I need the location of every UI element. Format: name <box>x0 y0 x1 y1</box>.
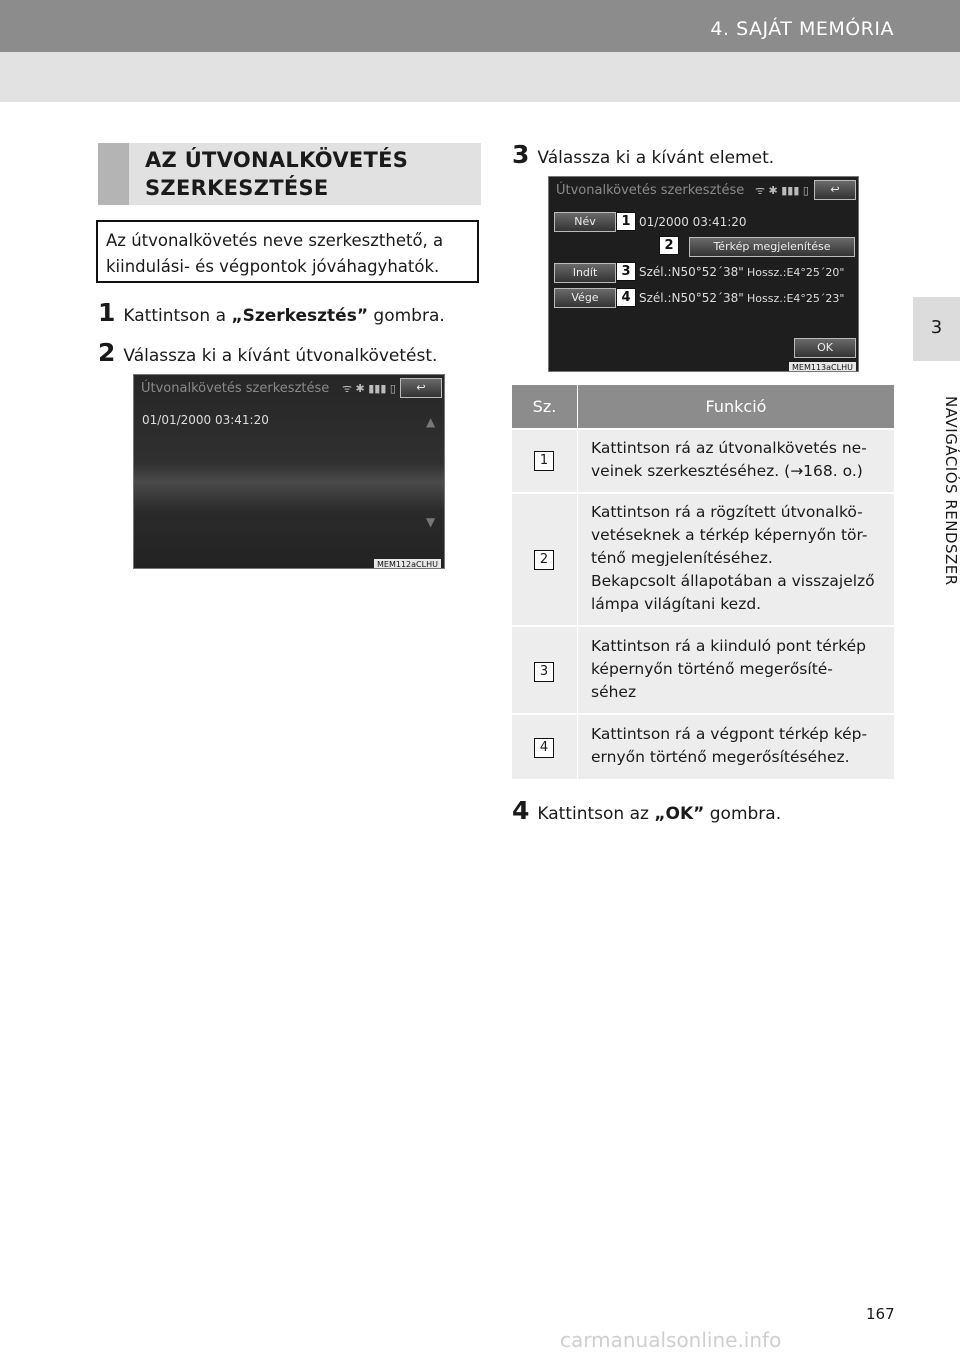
route-name-value: 01/2000 03:41:20 <box>639 215 747 229</box>
step-3 <box>512 140 774 169</box>
row-line: ernyőn történő megerősítéséhez. <box>591 748 850 766</box>
step-number: 1 <box>98 298 116 327</box>
row-line: Kattintson rá a kiinduló pont térkép <box>591 637 867 655</box>
section-heading-bar <box>98 143 129 205</box>
callout-1: 1 <box>616 212 636 231</box>
table-header-function: Funkció <box>578 385 894 428</box>
show-on-map-button[interactable]: Térkép megjelenítése <box>689 237 855 257</box>
screenshot-route-list <box>133 374 445 569</box>
row-line: vetéseknek a térkép képernyőn tör- <box>591 526 868 544</box>
table-row <box>512 715 894 779</box>
status-icons: ᯤ ✱ ▮▮▮ ▯ <box>755 184 809 197</box>
row-number: 1 <box>534 451 554 471</box>
intro-line1: Az útvonalkövetés neve szerkeszthető, a <box>106 231 444 250</box>
row-line: lámpa világítani kezd. <box>591 595 762 613</box>
callout-3: 3 <box>616 262 636 281</box>
start-point-button[interactable]: Indít <box>554 263 616 283</box>
step-2 <box>98 338 437 367</box>
row-text <box>591 635 884 704</box>
section-title <box>145 146 475 202</box>
start-longitude: Hossz.:E4°25´20" <box>747 266 845 279</box>
status-icons: ᯤ ✱ ▮▮▮ ▯ <box>342 382 396 395</box>
step-text: gombra. <box>368 306 445 326</box>
step-text: Válassza ki a kívánt elemet. <box>537 148 775 168</box>
back-button[interactable] <box>814 180 856 200</box>
image-code: MEM113aCLHU <box>789 362 856 372</box>
step-text: Kattintson a <box>123 306 232 326</box>
row-text <box>591 437 884 483</box>
intro-box <box>96 220 479 283</box>
row-number: 3 <box>534 662 554 682</box>
header-band <box>0 52 960 102</box>
back-button[interactable] <box>400 378 442 398</box>
ok-button[interactable]: OK <box>794 338 856 358</box>
step-bold-text: „OK” <box>654 804 705 824</box>
section-title-line1: AZ ÚTVONALKÖVETÉS <box>145 148 409 172</box>
end-longitude: Hossz.:E4°25´23" <box>747 292 845 305</box>
chapter-title: 4. SAJÁT MEMÓRIA <box>710 18 894 40</box>
step-number: 3 <box>512 140 530 169</box>
table-row <box>512 430 894 492</box>
row-line: séhez <box>591 683 637 701</box>
intro-line2: kiindulási- és végpontok jóváhagyhatók. <box>106 257 440 276</box>
callout-4: 4 <box>616 288 636 307</box>
row-line: Kattintson rá a végpont térkép kép- <box>591 725 868 743</box>
callout-2: 2 <box>659 236 679 255</box>
step-number: 4 <box>512 796 530 825</box>
watermark: carmanualsonline.info <box>560 1328 782 1352</box>
back-arrow-icon: ↩ <box>416 381 426 394</box>
step-4 <box>512 796 781 825</box>
back-arrow-icon: ↩ <box>830 183 840 196</box>
scroll-down-icon[interactable]: ▼ <box>426 515 436 529</box>
row-number: 4 <box>534 738 554 758</box>
step-number: 2 <box>98 338 116 367</box>
row-text <box>591 723 884 769</box>
page-number: 167 <box>866 1305 895 1323</box>
step-text: Válassza ki a kívánt útvonalkövetést. <box>123 346 438 366</box>
row-line: Kattintson rá az útvonalkövetés ne- <box>591 439 867 457</box>
side-tab-label: NAVIGÁCIÓS RENDSZER <box>942 396 960 586</box>
section-title-line2: SZERKESZTÉSE <box>145 176 329 200</box>
row-number: 2 <box>534 550 554 570</box>
row-line: Bekapcsolt állapotában a visszajelző <box>591 572 875 590</box>
table-header-number: Sz. <box>512 385 577 428</box>
step-bold-text: „Szerkesztés” <box>231 306 369 326</box>
row-line: veinek szerkesztéséhez. (→168. o.) <box>591 462 863 480</box>
table-divider <box>577 430 578 779</box>
image-code: MEM112aCLHU <box>374 559 441 569</box>
start-latitude: Szél.:N50°52´38" <box>639 265 744 279</box>
screen-title: Útvonalkövetés szerkesztése <box>556 183 745 198</box>
row-text <box>591 501 884 616</box>
route-entry[interactable]: 01/01/2000 03:41:20 <box>142 413 269 427</box>
name-button[interactable]: Név <box>554 212 616 232</box>
row-line: Kattintson rá a rögzített útvonalkö- <box>591 503 863 521</box>
side-tab-number: 3 <box>930 317 943 338</box>
step-text: gombra. <box>704 804 782 824</box>
step-1 <box>98 298 445 327</box>
screenshot-route-edit <box>548 176 859 372</box>
screen-title: Útvonalkövetés szerkesztése <box>141 381 330 396</box>
step-text: Kattintson az <box>537 804 655 824</box>
table-row <box>512 627 894 713</box>
table-row <box>512 494 894 625</box>
row-line: képernyőn történő megerősíté- <box>591 660 833 678</box>
scroll-up-icon[interactable]: ▲ <box>426 415 436 429</box>
end-point-button[interactable]: Vége <box>554 288 616 308</box>
row-line: ténő megjelenítéséhez. <box>591 549 773 567</box>
end-latitude: Szél.:N50°52´38" <box>639 291 744 305</box>
